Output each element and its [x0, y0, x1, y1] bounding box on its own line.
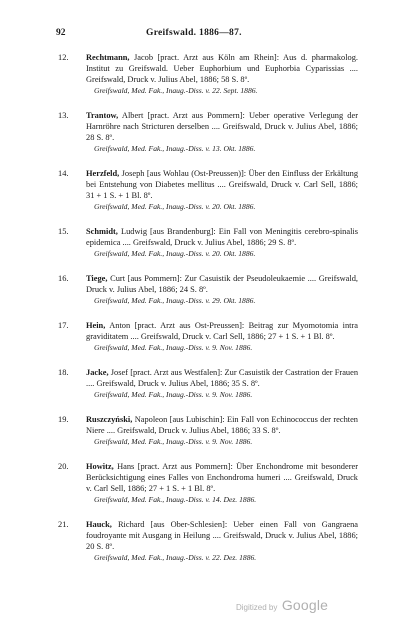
entry-text: [86, 519, 358, 552]
entry-dissertation-note: Greifswald, Med. Fak., Inaug.-Diss. v. 9. Nov. 1886.: [94, 343, 253, 352]
entry-author: Schmidt,: [86, 227, 118, 236]
entry-author: Trantow,: [86, 111, 119, 120]
running-head: [56, 28, 356, 42]
entry-number: 17.: [58, 321, 69, 330]
entry-dissertation-note: Greifswald, Med. Fak., Inaug.-Diss. v. 9. Nov. 1886.: [94, 437, 253, 446]
entry-body: Curt [aus Pommern]: Zur Casuistik der Pseudoleukaemie .... Greifswald, Druck v. Julius Abel, 1886; 24 S. 8º.: [86, 274, 358, 294]
entry-number: 15.: [58, 227, 69, 236]
list-item: [58, 320, 358, 353]
entry-text: [86, 461, 358, 494]
list-item: [58, 226, 358, 259]
entry-text: [86, 110, 358, 143]
entry-text: [86, 52, 358, 85]
entry-number: 19.: [58, 415, 69, 424]
entry-author: Hauck,: [86, 520, 112, 529]
entry-text: [86, 320, 358, 342]
entry-dissertation-note: Greifswald, Med. Fak., Inaug.-Diss. v. 22. Sept. 1886.: [94, 86, 258, 95]
entry-text: [86, 367, 358, 389]
entry-dissertation-note: Greifswald, Med. Fak., Inaug.-Diss. v. 29. Okt. 1886.: [94, 296, 256, 305]
list-item: [58, 273, 358, 306]
list-item: [58, 519, 358, 563]
entry-author: Rechtmann,: [86, 53, 130, 62]
entry-author: Tiege,: [86, 274, 108, 283]
entry-body: Napoleon [aus Lubischin]: Ein Fall von Echinococcus der rechten Niere .... Greifswald, Druck v. Julius Abel, 1886; 33 S. 8º.: [86, 415, 358, 435]
entry-body: Jacob [pract. Arzt aus Köln am Rhein]: Aus d. pharmakolog. Institut zu Greifswald. Ueber Euphorbium und Euphorbia Cyparissias .... Greifswald, Druck v. Julius Abel, 1886; 58 S. 8º.: [86, 53, 358, 84]
entry-number: 12.: [58, 53, 69, 62]
entry-text: [86, 226, 358, 248]
page-number: 92: [56, 28, 66, 38]
entry-body: Anton [pract. Arzt aus Ost-Preussen]: Beitrag zur Myomotomia intra graviditatem .... Greifswald, Druck v. Carl Sell, 1886; 27 + 1 S. + 1 Bl. 8º.: [86, 321, 358, 341]
entry-dissertation-note: Greifswald, Med. Fak., Inaug.-Diss. v. 20. Okt. 1886.: [94, 202, 256, 211]
entry-author: Howitz,: [86, 462, 114, 471]
entry-author: Jacke,: [86, 368, 109, 377]
entry-number: 18.: [58, 368, 69, 377]
entry-body: Josef [pract. Arzt aus Westfalen]: Zur Casuistik der Castration der Frauen .... Greifswald, Druck v. Julius Abel, 1886; 35 S. 8º.: [86, 368, 359, 388]
entry-number: 20.: [58, 462, 69, 471]
entry-number: 21.: [58, 520, 69, 529]
entry-text: [86, 273, 358, 295]
entry-dissertation-note: Greifswald, Med. Fak., Inaug.-Diss. v. 14. Dez. 1886.: [94, 495, 257, 504]
entry-body: Joseph [aus Wohlau (Ost-Preussen)]: Über den Einfluss der Erkältung bei Entstehung von Diabetes mellitus .... Greifswald, Druck v. Carl Sell, 1886; 31 + 1 S. + 1 Bl. 8º.: [86, 169, 359, 200]
entry-body: Ludwig [aus Brandenburg]: Ein Fall von Meningitis cerebro-spinalis epidemica .... Greifswald, Druck v. Julius Abel, 1886; 29 S. 8º.: [86, 227, 359, 247]
list-item: [58, 52, 358, 96]
entry-author: Herzfeld,: [86, 169, 120, 178]
entry-dissertation-note: Greifswald, Med. Fak., Inaug.-Diss. v. 13. Okt. 1886.: [94, 144, 256, 153]
entry-dissertation-note: Greifswald, Med. Fak., Inaug.-Diss. v. 9. Nov. 1886.: [94, 390, 253, 399]
entry-author: Hein,: [86, 321, 106, 330]
list-item: [58, 367, 358, 400]
entry-body: Hans [pract. Arzt aus Pommern]: Über Enchondrome mit besonderer Berücksichtigung eines Falles von Enchondroma humeri .... Greifswald, Druck v. Carl Sell, 1886; 27 + 1 S. + 1 Bl. 8º.: [86, 462, 358, 493]
entry-number: 13.: [58, 111, 69, 120]
dissertation-list: [58, 52, 358, 577]
list-item: [58, 461, 358, 505]
running-title: Greifswald. 1886—87.: [146, 28, 242, 38]
entry-author: Ruszczyński,: [86, 415, 133, 424]
entry-body: Richard [aus Ober-Schlesien]: Ueber einen Fall von Gangraena foudroyante mit Ausgang in Heilung .... Greifswald, Druck v. Julius Abel, 1886; 20 S. 8º.: [86, 520, 359, 551]
google-logo: Google: [281, 597, 329, 613]
entry-dissertation-note: Greifswald, Med. Fak., Inaug.-Diss. v. 20. Okt. 1886.: [94, 249, 256, 258]
entry-number: 14.: [58, 169, 69, 178]
entry-text: [86, 168, 358, 201]
entry-body: Albert [pract. Arzt aus Pommern]: Ueber operative Verlegung der Harnröhre nach Stricturen derselben .... Greifswald, Druck v. Julius Abel, 1886; 28 S. 8º.: [86, 111, 358, 142]
list-item: [58, 168, 358, 212]
watermark-prefix: Digitized by: [236, 603, 278, 612]
list-item: [58, 110, 358, 154]
list-item: [58, 414, 358, 447]
entry-dissertation-note: Greifswald, Med. Fak., Inaug.-Diss. v. 22. Dez. 1886.: [94, 553, 257, 562]
entry-number: 16.: [58, 274, 69, 283]
entry-text: [86, 414, 358, 436]
digitized-watermark: [236, 597, 328, 615]
